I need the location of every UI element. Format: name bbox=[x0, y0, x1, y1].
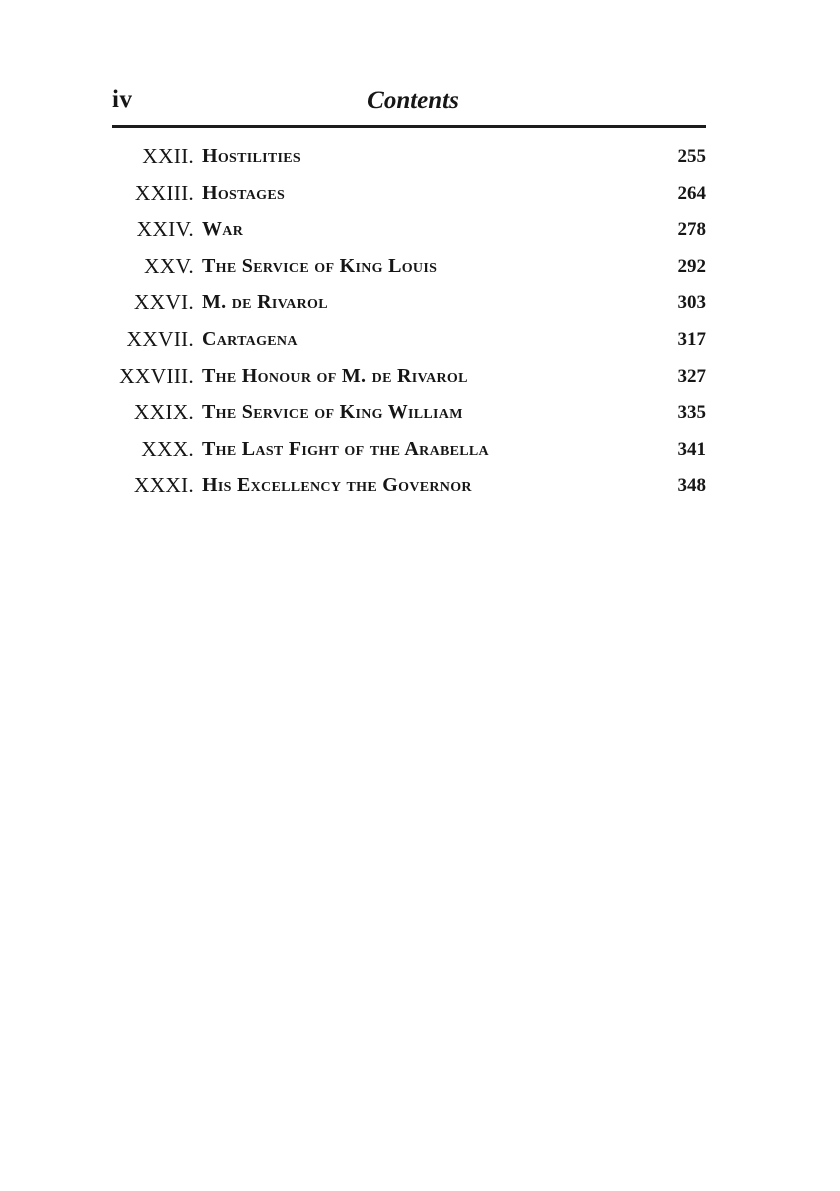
chapter-page-number: 335 bbox=[677, 402, 706, 424]
page-number: iv bbox=[112, 86, 133, 113]
chapter-title: Hostilities bbox=[202, 145, 302, 167]
toc-entry bbox=[0, 286, 840, 323]
chapter-number: XXXI. bbox=[133, 473, 194, 498]
chapter-number: XXVII. bbox=[126, 326, 194, 351]
chapter-page-number: 292 bbox=[677, 255, 706, 277]
running-title: Contents bbox=[367, 87, 459, 114]
chapter-title: Hostages bbox=[202, 181, 286, 204]
toc-entry bbox=[0, 433, 840, 470]
chapter-page-number: 255 bbox=[677, 146, 706, 167]
toc-entry bbox=[0, 213, 840, 250]
chapter-title: The Honour of M. de Rivarol bbox=[202, 364, 468, 387]
toc-entry bbox=[0, 177, 840, 214]
chapter-title: The Service of King William bbox=[202, 401, 463, 424]
page-header bbox=[112, 86, 706, 126]
chapter-page-number: 303 bbox=[677, 292, 706, 314]
chapter-number: XXIII. bbox=[134, 180, 194, 205]
chapter-page-number: 278 bbox=[677, 219, 706, 241]
toc-entry bbox=[0, 360, 840, 397]
toc-entry bbox=[0, 469, 840, 506]
chapter-number: XXIX. bbox=[133, 400, 194, 425]
chapter-page-number: 317 bbox=[677, 328, 706, 350]
chapter-number: XXIV. bbox=[136, 217, 194, 242]
chapter-title: His Excellency the Governor bbox=[202, 474, 472, 497]
chapter-title: Cartagena bbox=[202, 327, 298, 350]
header-rule bbox=[112, 125, 706, 128]
chapter-number: XXVIII. bbox=[119, 363, 194, 388]
chapter-title: War bbox=[202, 218, 244, 241]
chapter-page-number: 327 bbox=[677, 365, 706, 387]
chapter-title: The Last Fight of the Arabella bbox=[202, 437, 489, 460]
chapter-page-number: 341 bbox=[677, 438, 706, 460]
chapter-number: XXV. bbox=[144, 253, 194, 278]
chapter-title: The Service of King Louis bbox=[202, 254, 438, 277]
chapter-page-number: 264 bbox=[677, 182, 706, 204]
toc-entry bbox=[0, 140, 840, 177]
chapter-number: XXX. bbox=[141, 436, 194, 461]
table-of-contents bbox=[0, 140, 840, 506]
chapter-page-number: 348 bbox=[677, 475, 706, 497]
toc-entry bbox=[0, 396, 840, 433]
chapter-title: M. de Rivarol bbox=[202, 291, 328, 314]
toc-entry bbox=[0, 250, 840, 287]
chapter-number: XXVI. bbox=[133, 290, 194, 315]
chapter-number: XXII. bbox=[142, 144, 194, 168]
toc-entry bbox=[0, 323, 840, 360]
